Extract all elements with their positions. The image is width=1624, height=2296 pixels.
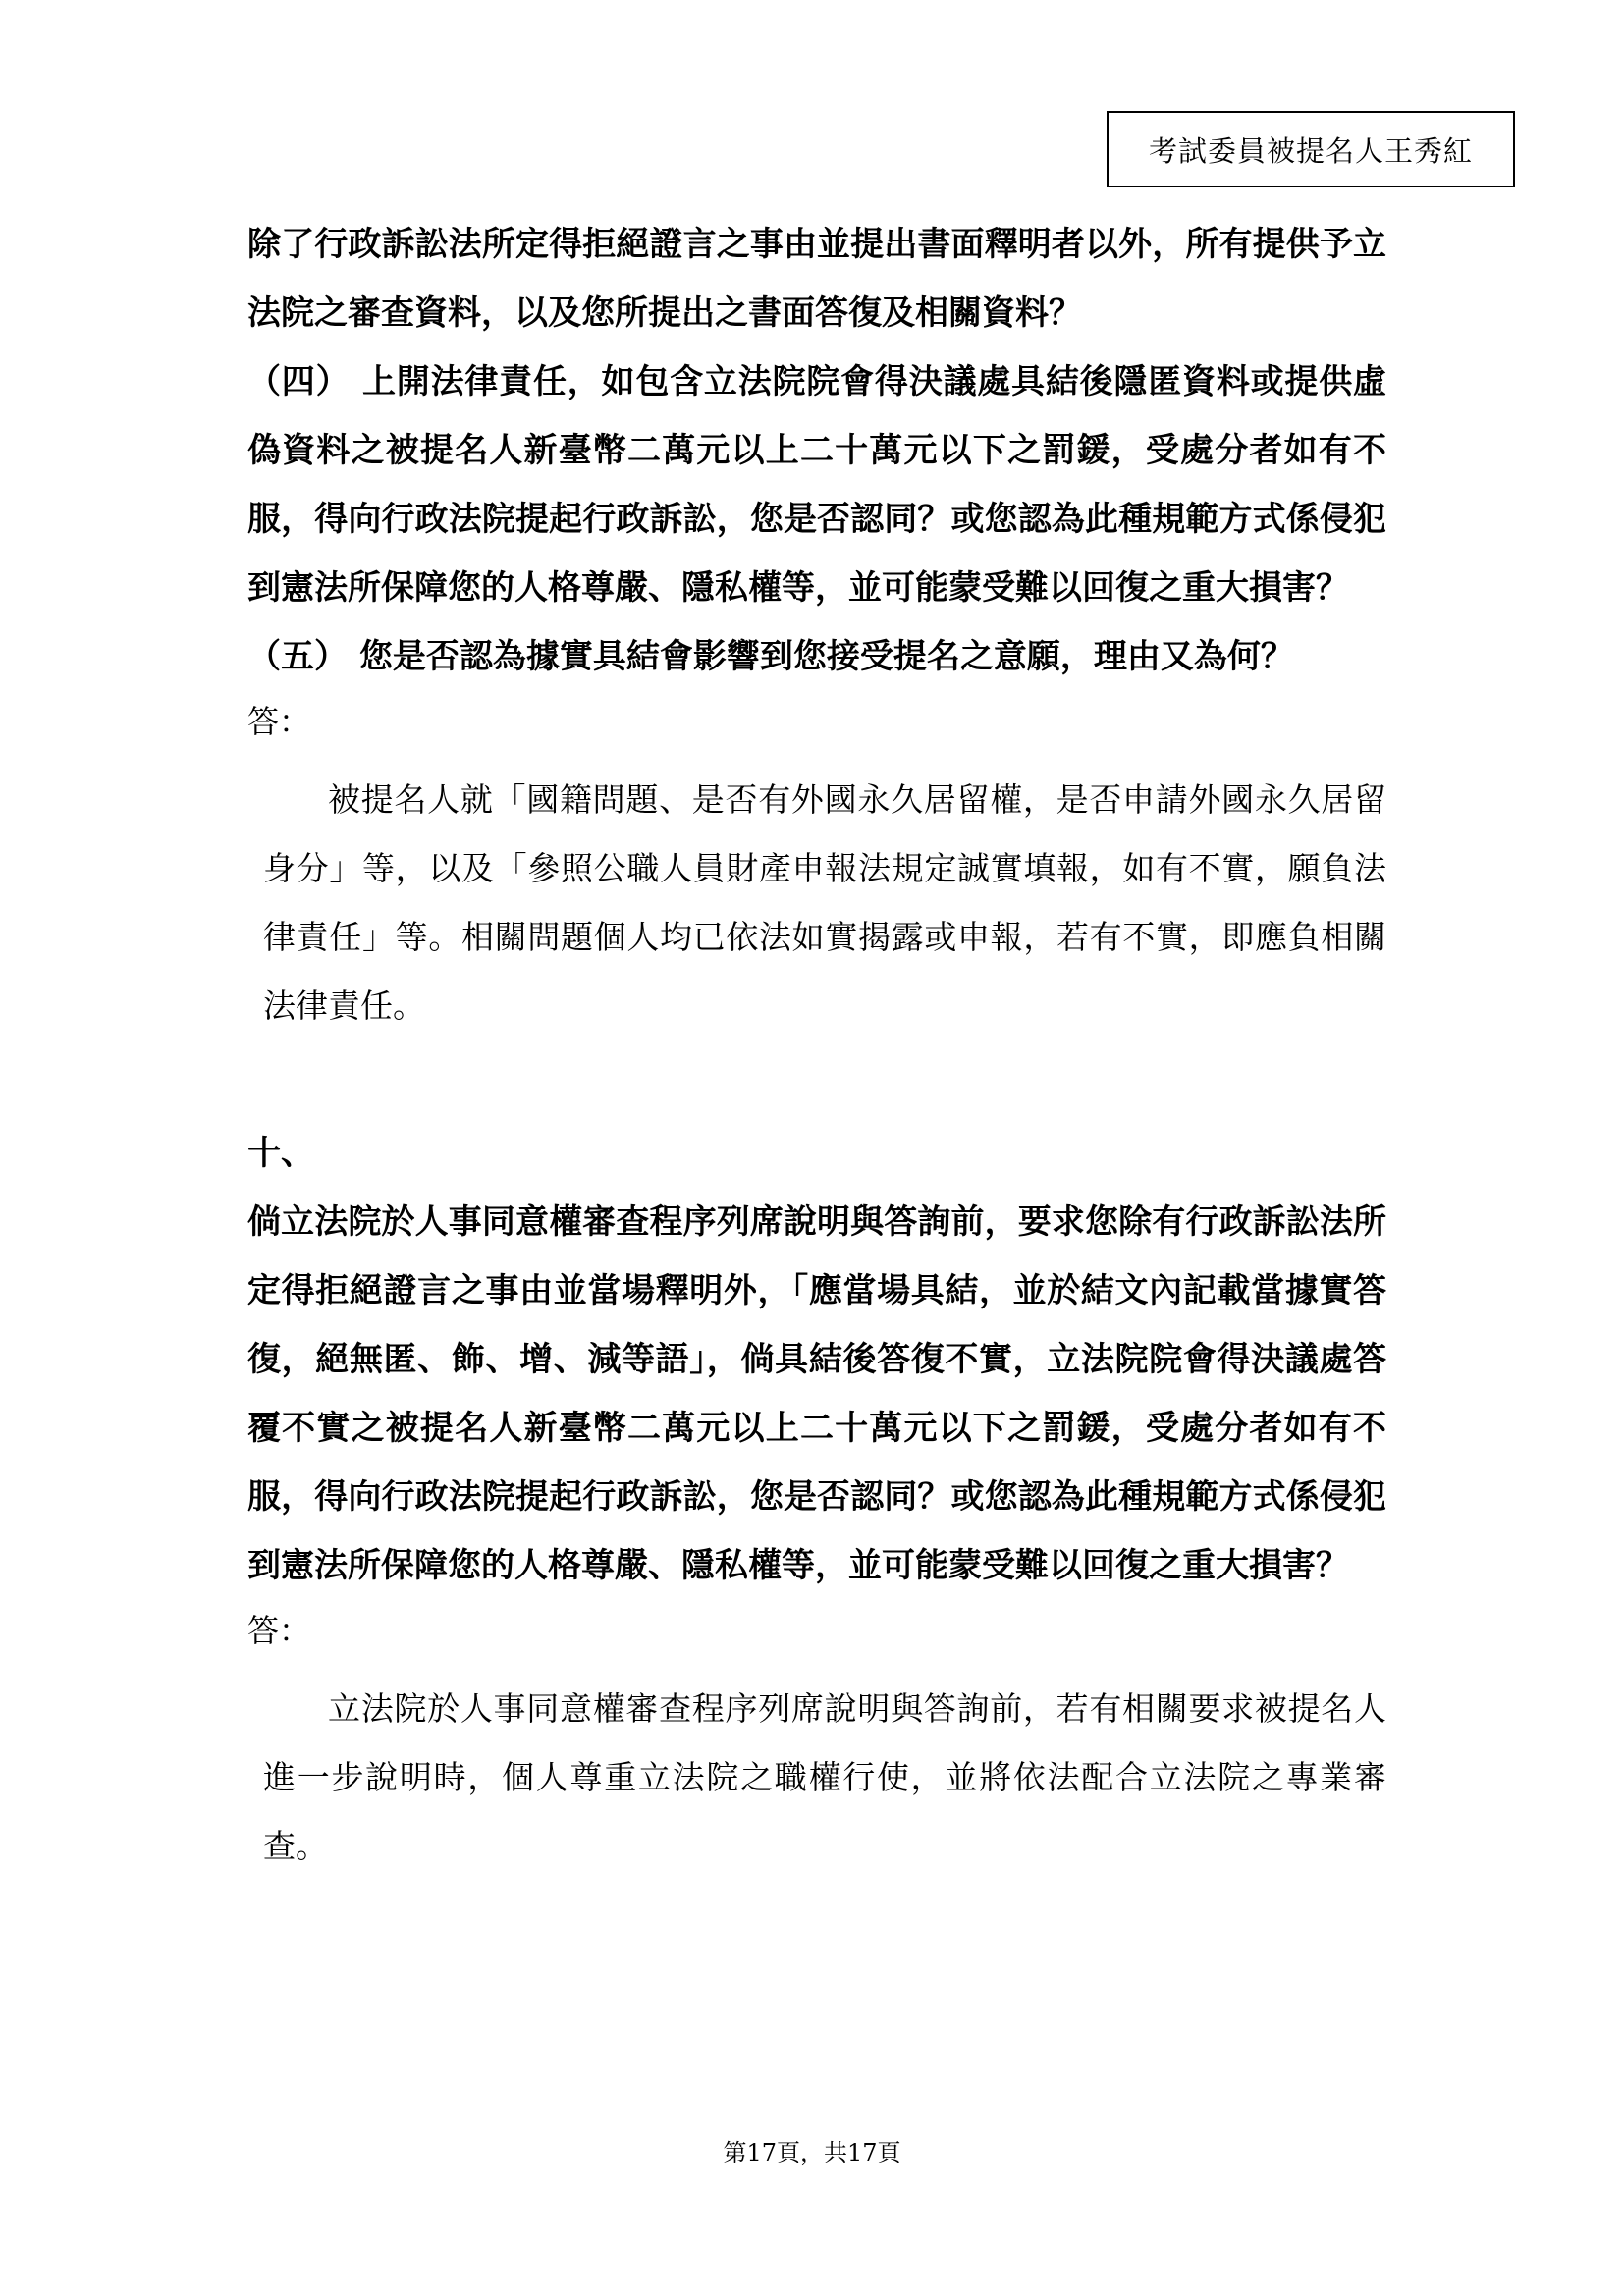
section-ten-title: 十、 <box>247 1134 314 1173</box>
question-continuation: 除了行政訴訟法所定得拒絕證言之事由並提出書面釋明者以外，所有提供予立法院之審查資料，以及您所提出之書面答復及相關資料？ <box>247 225 1386 333</box>
document-body <box>247 210 1386 1881</box>
answer-text: 被提名人就「國籍問題、是否有外國永久居留權，是否申請外國永久居留身分」等，以及「參照公職人員財產申報法規定誠實填報，如有不實，願負法律責任」等。相關問題個人均已依法如實揭露或申報，若有不實，即應負相關法律責任。 <box>263 780 1386 1025</box>
answer-label: 答： <box>247 703 311 740</box>
document-header-label: 考試委員被提名人王秀紅 <box>1107 111 1515 187</box>
section-ten-question: 倘立法院於人事同意權審查程序列席說明與答詢前，要求您除有行政訴訟法所定得拒絕證言之事由並當場釋明外，「應當場具結，並於結文內記載當據實答復，絕無匿、飾、增、減等語」，倘具結後答復不實，立法院院會得決議處答覆不實之被提名人新臺幣二萬元以上二十萬元以下之罰鍰，受處分者如有不服，得向行政法院提起行政訴訟，您是否認同？或您認為此種規範方式係侵犯到憲法所保障您的人格尊嚴、隱私權等，並可能蒙受難以回復之重大損害？ <box>247 1202 1386 1585</box>
answer-text: 立法院於人事同意權審查程序列席說明與答詢前，若有相關要求被提名人進一步說明時，個人尊重立法院之職權行使，並將依法配合立法院之專業審查。 <box>263 1689 1386 1865</box>
question-item-5: （五） 您是否認為據實具結會影響到您接受提名之意願，理由又為何？ <box>247 637 1294 676</box>
answer-label: 答： <box>247 1612 311 1649</box>
page-number: 第17頁，共17頁 <box>723 2139 901 2166</box>
question-item-4: （四） 上開法律責任，如包含立法院院會得決議處具結後隱匿資料或提供虛偽資料之被提名人新臺幣二萬元以上二十萬元以下之罰鍰，受處分者如有不服，得向行政法院提起行政訴訟，您是否認同？或您認為此種規範方式係侵犯到憲法所保障您的人格尊嚴、隱私權等，並可能蒙受難以回復之重大損害？ <box>247 362 1386 608</box>
